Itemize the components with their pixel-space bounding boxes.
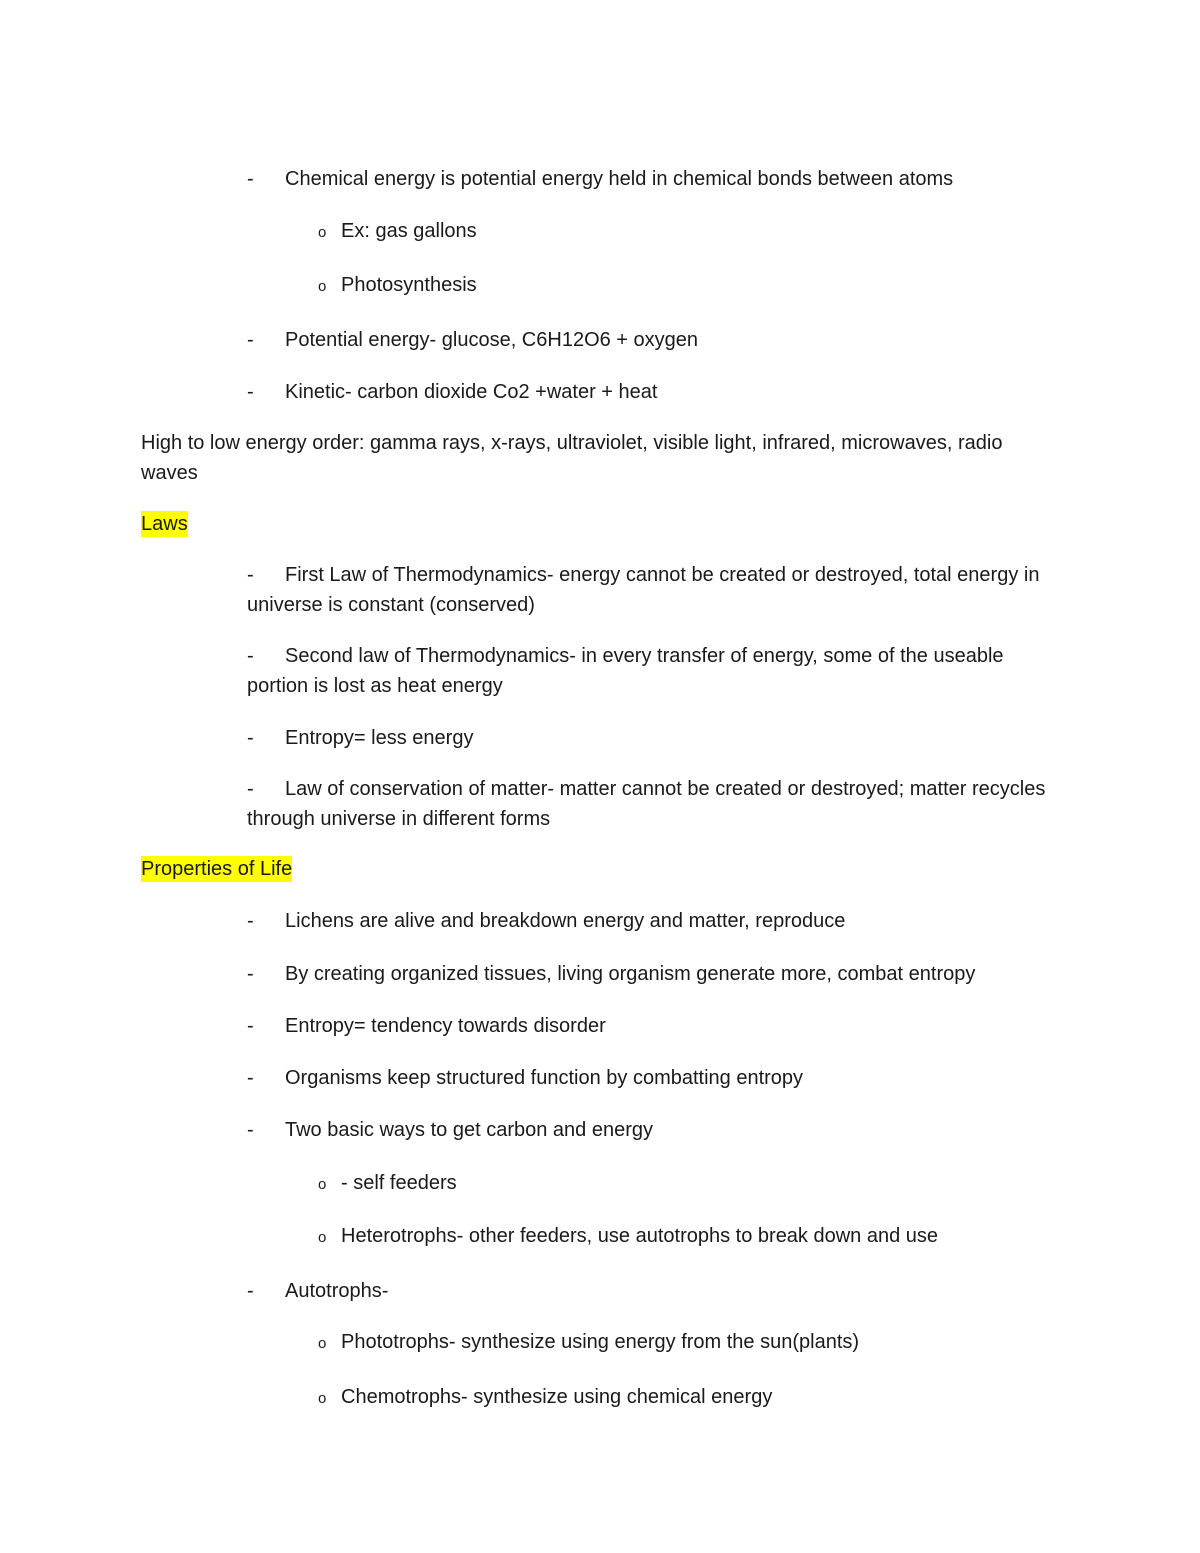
sub-list-item: Heterotrophs- other feeders, use autotrophs to break down and use: [341, 1225, 939, 1247]
circle-bullet: o: [318, 278, 327, 295]
dash-bullet: -: [247, 1067, 254, 1089]
highlighted-heading: Laws: [141, 513, 188, 535]
list-item-text: First Law of Thermodynamics- energy cannot be created or destroyed, total energy in universe is constant (conserved): [247, 564, 1040, 616]
list-item-text: Law of conservation of matter- matter cannot be created or destroyed; matter recycles through universe in different forms: [247, 778, 1046, 830]
circle-bullet: o: [318, 1176, 327, 1193]
list-item: Autotrophs-: [285, 1280, 389, 1302]
energy-order-paragraph: High to low energy order: gamma rays, x-rays, ultraviolet, visible light, infrared, microwaves, radio waves: [141, 432, 1003, 484]
sub-list-item: Ex: gas gallons: [341, 220, 477, 242]
list-item: Lichens are alive and breakdown energy and matter, reproduce: [285, 910, 846, 932]
dash-bullet: -: [247, 645, 254, 667]
dash-bullet: -: [247, 727, 254, 749]
list-item-wrapped: [247, 641, 1047, 701]
sub-list-item: Chemotrophs- synthesize using chemical energy: [341, 1386, 773, 1408]
dash-bullet: -: [247, 1015, 254, 1037]
circle-bullet: o: [318, 1390, 327, 1407]
circle-bullet: o: [318, 224, 327, 241]
list-item: Entropy= less energy: [285, 727, 474, 749]
dash-bullet: -: [247, 778, 254, 800]
list-item: Potential energy- glucose, C6H12O6 + oxygen: [285, 329, 699, 351]
highlighted-heading: Properties of Life: [141, 858, 293, 880]
sub-list-item: - self feeders: [341, 1172, 457, 1194]
list-item: Kinetic- carbon dioxide Co2 +water + heat: [285, 381, 658, 403]
list-item: Entropy= tendency towards disorder: [285, 1015, 606, 1037]
list-item: Chemical energy is potential energy held in chemical bonds between atoms: [285, 168, 954, 190]
sub-list-item: Photosynthesis: [341, 274, 477, 296]
circle-bullet: o: [318, 1335, 327, 1352]
dash-bullet: -: [247, 564, 254, 586]
list-item: Organisms keep structured function by combatting entropy: [285, 1067, 804, 1089]
list-item-wrapped: [247, 560, 1047, 620]
dash-bullet: -: [247, 168, 254, 190]
dash-bullet: -: [247, 1119, 254, 1141]
dash-bullet: -: [247, 329, 254, 351]
dash-bullet: -: [247, 381, 254, 403]
circle-bullet: o: [318, 1229, 327, 1246]
list-item: Two basic ways to get carbon and energy: [285, 1119, 653, 1141]
section-heading-laws: [141, 509, 188, 539]
dash-bullet: -: [247, 963, 254, 985]
list-item-wrapped: [247, 774, 1047, 834]
list-item-text: Second law of Thermodynamics- in every transfer of energy, some of the useable portion is lost as heat energy: [247, 645, 1004, 697]
dash-bullet: -: [247, 910, 254, 932]
sub-list-item: Phototrophs- synthesize using energy from the sun(plants): [341, 1331, 860, 1353]
list-item: By creating organized tissues, living organism generate more, combat entropy: [285, 963, 976, 985]
section-heading-properties: [141, 854, 292, 884]
dash-bullet: -: [247, 1280, 254, 1302]
